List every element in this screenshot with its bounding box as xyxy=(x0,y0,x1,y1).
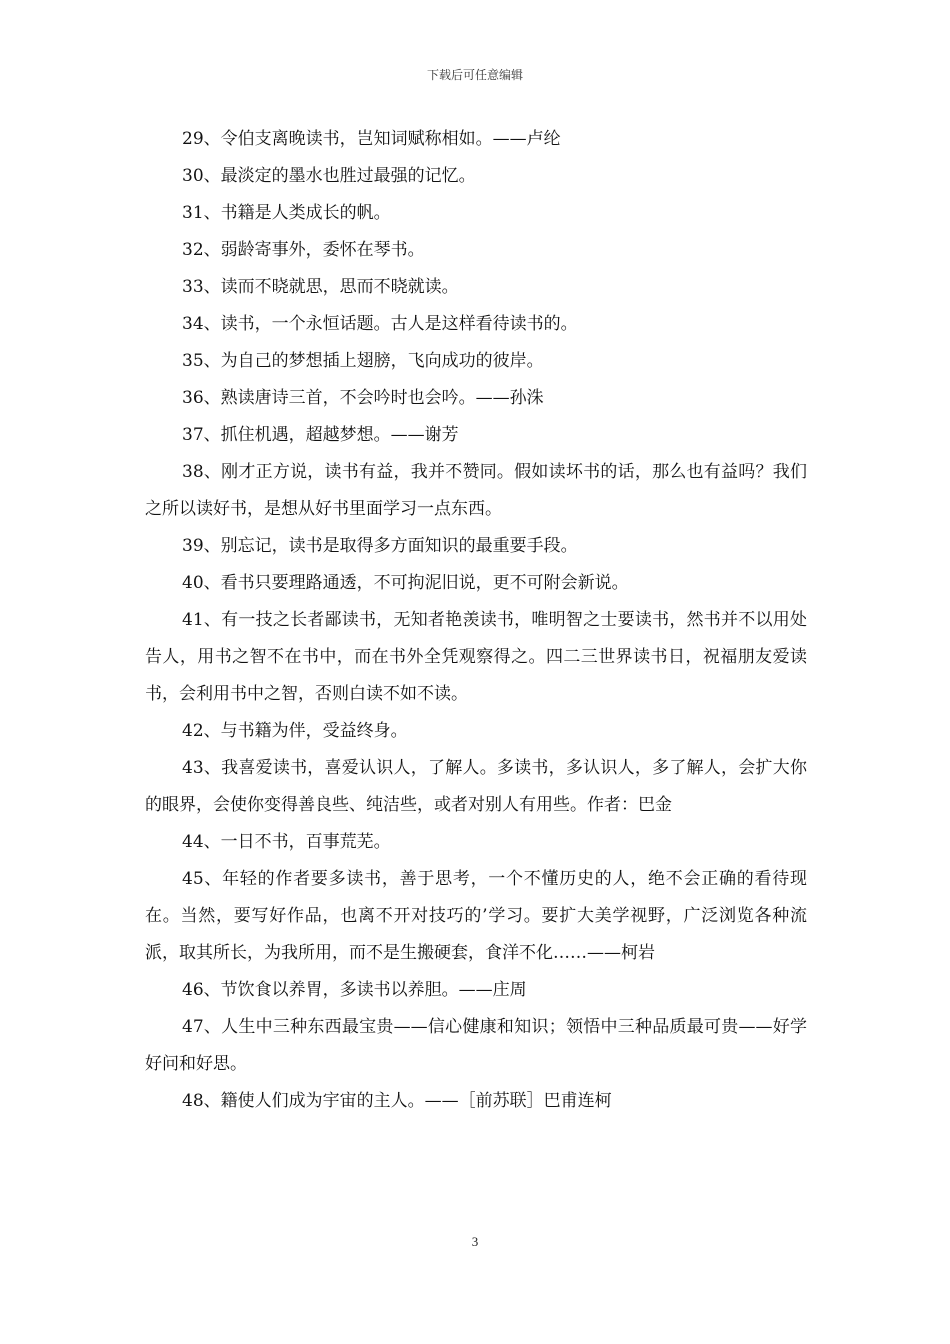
paragraph-40: 40、看书只要理路通透，不可拘泥旧说，更不可附会新说。 xyxy=(182,573,629,593)
document-body xyxy=(145,121,807,1120)
paragraph-32: 32、弱龄寄事外，委怀在琴书。 xyxy=(182,240,425,260)
paragraph-31: 31、书籍是人类成长的帆。 xyxy=(182,203,391,223)
paragraph-44: 44、一日不书，百事荒芜。 xyxy=(182,832,391,852)
paragraph-42: 42、与书籍为伴，受益终身。 xyxy=(182,721,408,741)
paragraph-43: 43、我喜爱读书，喜爱认识人，了解人。多读书，多认识人，多了解人，会扩大你的眼界，会使你变得善良些、纯洁些，或者对别人有用些。作者：巴金 xyxy=(145,758,807,815)
paragraph-38: 38、刚才正方说，读书有益，我并不赞同。假如读坏书的话，那么也有益吗？我们之所以读好书，是想从好书里面学习一点东西。 xyxy=(145,462,807,519)
paragraph-48: 48、籍使人们成为宇宙的主人。——［前苏联］巴甫连柯 xyxy=(182,1091,612,1111)
paragraph-34: 34、读书，一个永恒话题。古人是这样看待读书的。 xyxy=(182,314,578,334)
paragraph-35: 35、为自己的梦想插上翅膀，飞向成功的彼岸。 xyxy=(182,351,544,371)
paragraph-29: 29、令伯支离晚读书，岂知词赋称相如。——卢纶 xyxy=(182,129,561,149)
paragraph-30: 30、最淡定的墨水也胜过最强的记忆。 xyxy=(182,166,476,186)
paragraph-41: 41、有一技之长者鄙读书，无知者艳羡读书，唯明智之士要读书，然书并不以用处告人，用书之智不在书中，而在书外全凭观察得之。四二三世界读书日，祝福朋友爱读书，会利用书中之智，否则白读不如不读。 xyxy=(145,610,807,704)
paragraph-33: 33、读而不晓就思，思而不晓就读。 xyxy=(182,277,459,297)
paragraph-37: 37、抓住机遇，超越梦想。——谢芳 xyxy=(182,425,459,445)
page-header: 下载后可任意编辑 xyxy=(426,68,523,82)
page-number: 3 xyxy=(471,1234,479,1249)
paragraph-39: 39、别忘记，读书是取得多方面知识的最重要手段。 xyxy=(182,536,578,556)
paragraph-36: 36、熟读唐诗三首，不会吟时也会吟。——孙洙 xyxy=(182,388,544,408)
paragraph-47: 47、人生中三种东西最宝贵——信心健康和知识；领悟中三种品质最可贵——好学好问和好思。 xyxy=(145,1017,807,1074)
paragraph-46: 46、节饮食以养胃，多读书以养胆。——庄周 xyxy=(182,980,527,1000)
paragraph-45: 45、年轻的作者要多读书，善于思考，一个不懂历史的人，绝不会正确的看待现在。当然，要写好作品，也离不开对技巧的’学习。要扩大美学视野，广泛浏览各种流派，取其所长，为我所用，而不是生搬硬套，食洋不化……——柯岩 xyxy=(145,869,807,963)
